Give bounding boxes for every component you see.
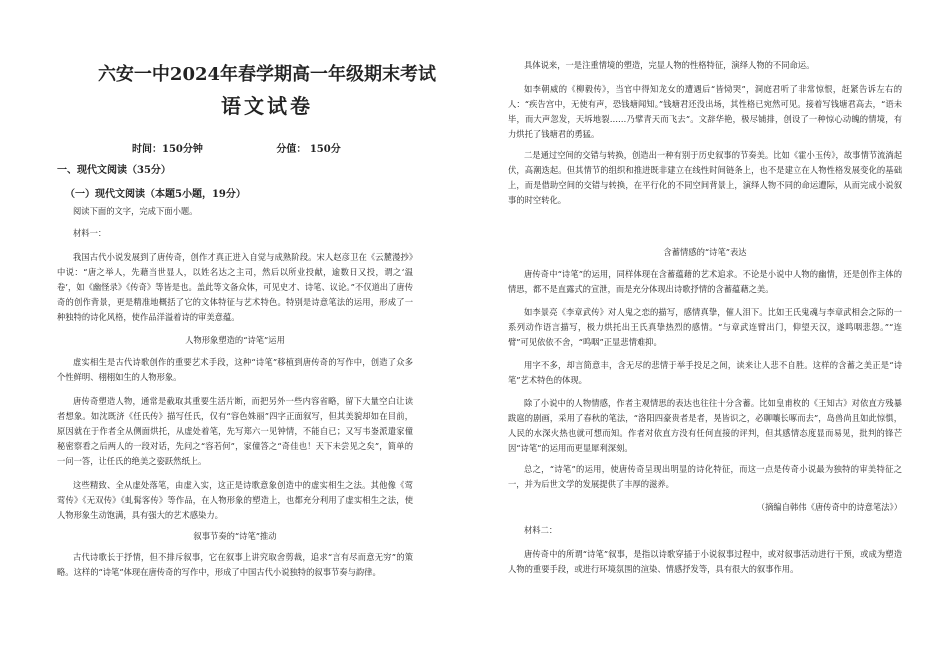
subsection-heading: （一）现代文阅读（本题5小题，19分） — [65, 189, 246, 200]
paragraph: 古代诗歌长于抒情，但不排斥叙事，它在叙事上讲究取舍剪裁，追求“言有尽而意无穷”的策略。这样的“诗笔”体现在唐传奇的写作中，形成了中国古代小说独特的叙事节奏与韵律。 — [57, 552, 413, 577]
paragraph: 这些精致、全从虚处落笔，由虚入实，这正是诗歌意象创造中的虚实相生之法。其他像《莺莺传》《无双传》《虬髯客传》等作品，在人物形象的塑造上，也都充分利用了虚实相生之法，使人物形象生动饱满，具有强大的艺术感染力。 — [57, 480, 413, 520]
material-two-label: 材料二： — [524, 525, 558, 535]
exam-time: 时间：150分钟 — [132, 144, 203, 155]
subheading: 叙事节奏的“诗笔”推动 — [193, 531, 277, 541]
paragraph: 二是通过空间的交错与转换，创造出一种有别于历史叙事的节奏美。比如《霍小玉传》，故事情节流淌起伏，高潮迭起。但其情节的组织和推进既非建立在线性时间链条上，也不是建立在人物性格发展变化的基础上，而是借助空间的交错与转换，在平行化的不同空间背景上，演绎人物不同的命运遭际，从而完成小说叙事的时空转化。 — [508, 150, 902, 205]
exam-meta — [132, 140, 341, 155]
citation: （摘编自韩伟《唐传奇中的诗意笔法》） — [756, 502, 902, 512]
paragraph: 虚实相生是古代诗歌创作的重要艺术手段，这种“诗笔”移植到唐传奇的写作中，创造了众多个性鲜明、栩栩如生的人物形象。 — [57, 357, 413, 382]
material-one-label: 材料一： — [73, 228, 107, 238]
exam-subtitle: 语文试卷 — [221, 94, 313, 118]
subheading: 含蓄情感的“诗笔”表达 — [663, 247, 747, 257]
paragraph: 具体说来，一是注重情境的塑造，完显人物的性格特征，演绎人物的不同命运。 — [524, 60, 815, 70]
paragraph: 唐传奇中“诗笔”的运用，同样体现在含蓄蕴藉的艺术追求。不论是小说中人物的幽情，还是创作主体的情思，都不是直露式的宣泄，而是充分体现出诗歌抒情的含蓄蕴藉之美。 — [508, 269, 902, 294]
subheading: 人物形象塑造的“诗笔”运用 — [185, 335, 285, 345]
paragraph: 总之，“诗笔”的运用，使唐传奇呈现出明显的诗化特征，而这一点是传奇小说最为独特的审美特征之一，并为后世文学的发展提供了丰厚的滋养。 — [508, 464, 902, 489]
section-heading: 一、现代文阅读（35分） — [57, 165, 171, 176]
paragraph: 如李景亮《李章武传》对人鬼之恋的描写，感情真挚，催人泪下。比如王氏鬼魂与李章武相会之际的一系列动作语言描写，极力烘托出王氏真挚热烈的感情。“与章武连臂出门，仰望天汉，遂鸣咽悲怨。”“连臂”可见依依不舍，“鸣咽”正显悲情难抑。 — [508, 307, 902, 347]
paragraph: 除了小说中的人物情感，作者主观情思的表达也往往十分含蓄。比如皇甫枚的《王知古》对依直方残暴跋扈的剧画，采用了春秋的笔法，“洛阳四豪贵者是者，晃皆识之，必聊嚷长啄而去”，岛兽尚且如此惊惧，人民的水深火热也就可想而知。作者对依直方没有任何直接的评判，但其感情态度显而易见，批判的锋芒因“诗笔”的运用而更显犀利深刻。 — [508, 398, 902, 453]
paragraph: 唐传奇塑造人物，通常是截取其重要生活片断，而把另外一些内容省略，留下大量空白让读者想象。如沈既济《任氏传》描写任氏，仅有“容色姝丽”四字正面叙写，但其美貌却如在目前，原因就在于作者全从侧面烘托，从虚处着笔，先写郑六一见钟情，不能自已；又写韦崟派遣家僮秘密察看之后两人的一段对话，先问之“容若何”，家僮答之“奇佳也！天下未尝见之矣”，简单的一问一答，让任氏的绝美之姿跃然纸上。 — [57, 396, 413, 466]
exam-score: 分值： 150分 — [276, 144, 341, 155]
instruction-text: 阅读下面的文字，完成下面小题。 — [73, 206, 198, 216]
paragraph: 唐传奇中的所谓“诗笔”叙事，是指以诗歌穿插于小说叙事过程中，或对叙事活动进行干预，或成为塑造人物的重要手段，或进行环境氛围的渲染、情感抒发等，具有很大的叙事作用。 — [508, 549, 902, 574]
paragraph: 如李朝威的《柳毅传》，当官中得知龙女的遭遇后“皆恸哭”，洞庭君听了非常惊恨，赶紧告诉左右的人：“疾告宫中，无使有声，恐钱塘闻知。”钱塘君还没出场，其性格已宛然可见。接着写钱塘君高去，“语未毕，而大声忽发，天坼地裂……乃擘青天而飞去”。文辞华艳，极尽铺排，创设了一种惊心动魄的情境，有力烘托了钱塘君的勇猛。 — [508, 84, 902, 139]
paragraph: 我国古代小说发展到了唐传奇，创作才真正进入自觉与成熟阶段。宋人赵彦卫在《云麓漫抄》中说：“唐之举人，先藉当世显人，以姓名达之主司，然后以所业投献，逾数日又投，谓之‘温卷’，如《幽怪录》《传奇》等皆是也。盖此等文备众体，可见史才、诗笔、议论。”不仅道出了唐传奇的创作背景，更是精准地概括了它的文体特征与艺术特色。特别是诗意笔法的运用，形成了一种独特的诗化风格，使作品洋溢着诗的审美意蕴。 — [57, 252, 413, 322]
exam-title: 六安一中2024年春学期高一年级期末考试 — [97, 64, 437, 85]
paragraph: 用字不多，却言简意丰，含无尽的悲情于举手投足之间，读来让人悲不自胜。这样的含蓄之美正是“诗笔”艺术特色的体现。 — [508, 360, 902, 385]
